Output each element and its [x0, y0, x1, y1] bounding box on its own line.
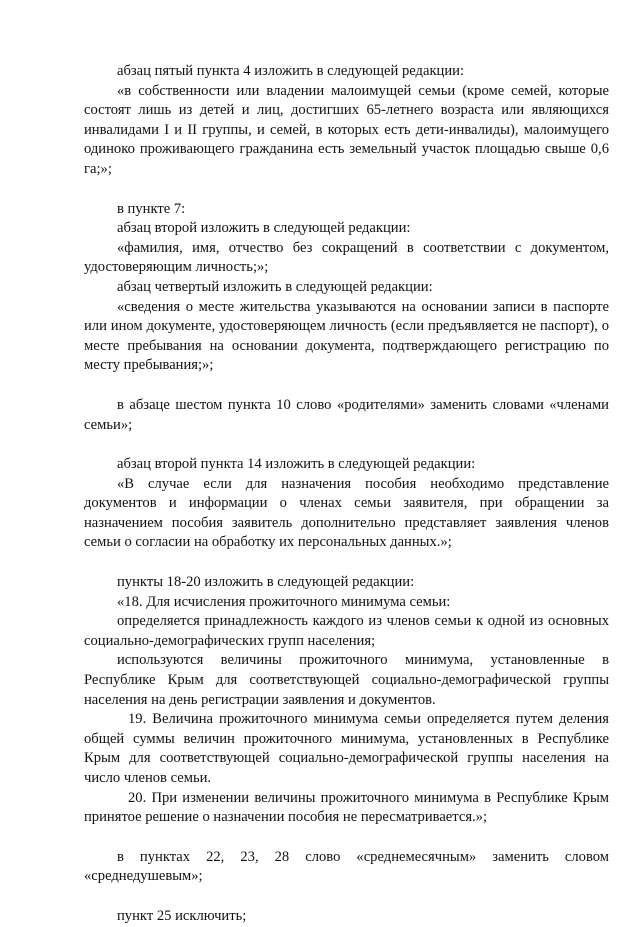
new-item-18-clause-a: определяется принадлежность каждого из членов семьи к одной из основных социально-демографических групп населения; — [84, 613, 609, 649]
amendment-items-22-23-28: в пунктах 22, 23, 28 слово «среднемесячным» заменить словом «среднедушевым»; — [84, 848, 609, 885]
amendment-quote-item-7-para-4: «сведения о месте жительства указываются на основании записи в паспорте или ином документе, удостоверяющем личность (если предъявляется не паспорт), о месте пребывания на основании документа, подтверждающего регистрацию по месту пребывания;»; — [84, 298, 609, 374]
amendment-quote-item-4: «в собственности или владении малоимущей семьи (кроме семей, которые состоят лишь из детей и лиц, достигших 65-летнего возраста или являющихся инвалидами I и II группы, и семей, в которых есть дети-инвалиды), малоимущего одиноко проживающего гражданина есть земельный участок площадью свыше 0,6 га;»; — [84, 82, 609, 177]
amendment-quote-item-7-para-2: «фамилия, имя, отчество без сокращений в соответствии с документом, удостоверяющим личность;»; — [84, 239, 609, 276]
amendment-intro-items-18-20: пункты 18-20 изложить в следующей редакции: — [117, 574, 415, 591]
amendment-intro-item-7: в пункте 7: — [117, 200, 186, 217]
amendment-intro-item-14: абзац второй пункта 14 изложить в следующей редакции: — [117, 456, 476, 473]
amendment-item-25: пункт 25 исключить; — [117, 907, 247, 924]
new-item-18-clause-b: используются величины прожиточного минимума, установленные в Республике Крым для соответствующей социально-демографической группы населения на день регистрации заявления и документов. — [84, 652, 609, 708]
new-item-20: 20. При изменении величины прожиточного минимума в Республике Крым принятое решение о назначении пособия не пересматривается.»; — [84, 789, 609, 826]
amendment-intro-item-7-para-2: абзац второй изложить в следующей редакции: — [117, 220, 411, 237]
document-body — [84, 62, 609, 927]
amendment-quote-item-14: «В случае если для назначения пособия необходимо представление документов и информации о членах семьи заявителя, при обращении за назначением пособия заявитель дополнительно представляет заявления членов семьи о согласии на обработку их персональных данных.»; — [84, 475, 609, 551]
new-item-18: «18. Для исчисления прожиточного минимума семьи: — [117, 593, 451, 610]
new-item-19: 19. Величина прожиточного минимума семьи определяется путем деления общей суммы величин прожиточного минимума, установленных в Республике Крым для соответствующей социально-демографической группы населения на число членов семьи. — [84, 711, 609, 786]
amendment-intro-item-4: абзац пятый пункта 4 изложить в следующей редакции: — [117, 63, 465, 79]
amendment-intro-item-7-para-4: абзац четвертый изложить в следующей редакции: — [117, 278, 433, 295]
amendment-item-10: в абзаце шестом пункта 10 слово «родителями» заменить словами «членами семьи»; — [84, 396, 609, 433]
